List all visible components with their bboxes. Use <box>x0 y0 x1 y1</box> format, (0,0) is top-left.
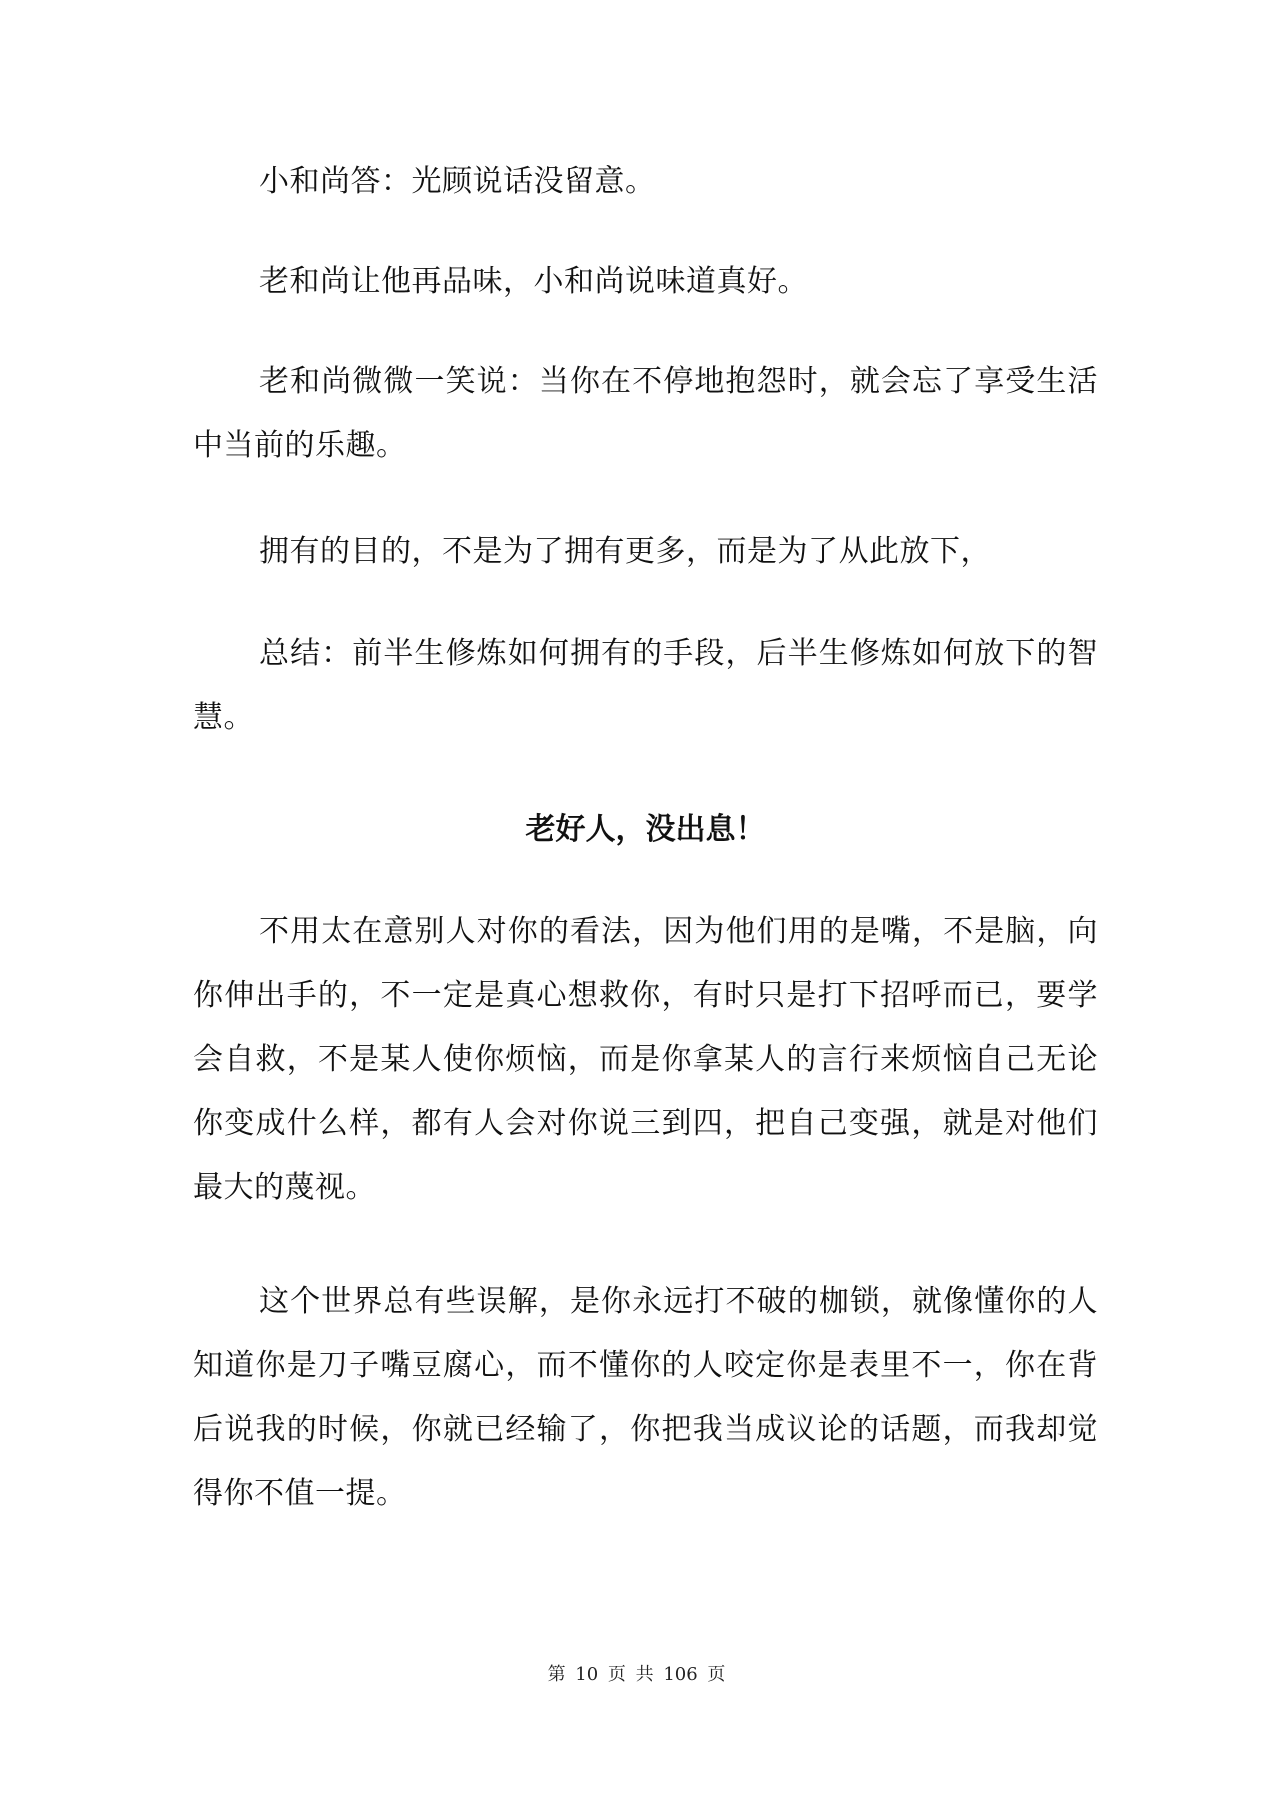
paragraph: 不用太在意别人对你的看法，因为他们用的是嘴，不是脑，向你伸出手的，不一定是真心想救你，有时只是打下招呼而已，要学会自救，不是某人使你烦恼，而是你拿某人的言行来烦恼自己无论你变成什么样，都有人会对你说三到四，把自己变强，就是对他们最大的蔑视。 <box>193 914 1098 1205</box>
page-number-footer: 第 10 页 共 106 页 <box>547 1664 726 1685</box>
paragraph: 老和尚微微一笑说：当你在不停地抱怨时，就会忘了享受生活中当前的乐趣。 <box>193 364 1098 463</box>
paragraph: 总结：前半生修炼如何拥有的手段，后半生修炼如何放下的智慧。 <box>193 636 1098 735</box>
paragraph: 小和尚答：光顾说话没留意。 <box>259 164 656 199</box>
paragraph: 这个世界总有些误解，是你永远打不破的枷锁，就像懂你的人知道你是刀子嘴豆腐心，而不懂你的人咬定你是表里不一，你在背后说我的时候，你就已经输了，你把我当成议论的话题，而我却觉得你不值一提。 <box>193 1284 1098 1511</box>
paragraph: 老和尚让他再品味，小和尚说味道真好。 <box>259 264 808 299</box>
paragraph: 拥有的目的，不是为了拥有更多，而是为了从此放下， <box>259 534 991 569</box>
section-heading: 老好人，没出息！ <box>525 812 766 847</box>
